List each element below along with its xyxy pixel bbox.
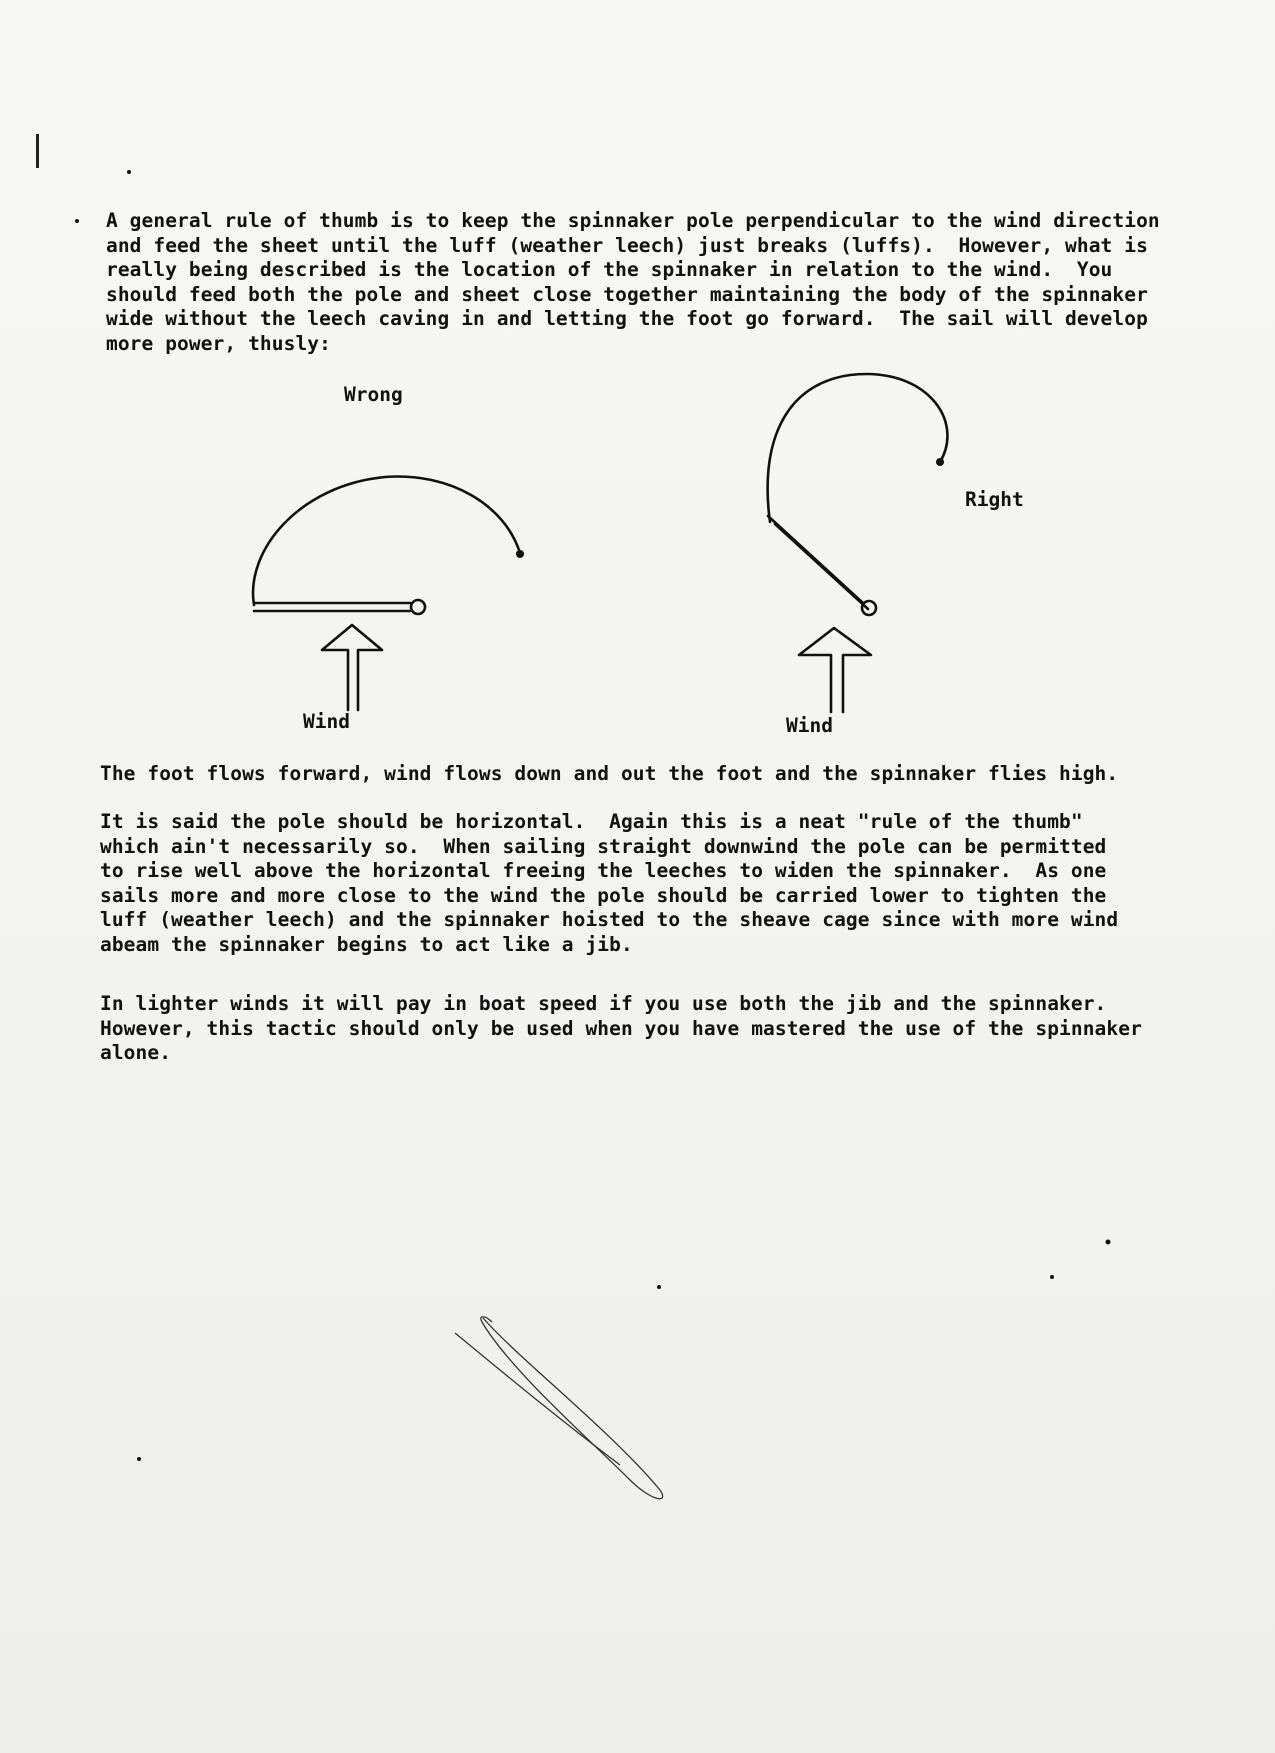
speck (127, 170, 131, 174)
text-line: sails more and more close to the wind the pole should be carried lower to tighten the (100, 883, 1107, 907)
text-line: It is said the pole should be horizontal. Again this is a neat "rule of the thumb" (100, 810, 1083, 833)
text-line: luff (weather leech) and the spinnaker hoisted to the sheave cage since with more wind (100, 908, 1119, 931)
text-line: wide without the leech caving in and letting the foot go forward. The sail will develop (106, 307, 1148, 330)
text-line: abeam the spinnaker begins to act like a jib. (100, 932, 633, 956)
wind-label-right: Wind (786, 714, 833, 737)
text-line: In lighter winds it will pay in boat speed if you use both the jib and the spinnaker. (100, 992, 1107, 1015)
text-line: A general rule of thumb is to keep the spinnaker pole perpendicular to the wind direction (106, 209, 1160, 232)
speck (137, 1457, 141, 1461)
pen-scribble (481, 1317, 663, 1499)
speck (657, 1285, 661, 1289)
pen-scribble-tail (455, 1333, 620, 1465)
text-line: more power, thusly: (106, 331, 331, 355)
text-line: should feed both the pole and sheet close together maintaining the body of the spinnaker (106, 282, 1148, 306)
text-line: However, this tactic should only be used when you have mastered the use of the spinnaker (100, 1016, 1142, 1040)
text-line: and feed the sheet until the luff (weather leech) just breaks (luffs). However, what is (106, 233, 1148, 257)
text-line: The foot flows forward, wind flows down and out the foot and the spinnaker flies high. (100, 762, 1119, 785)
text-line: which ain't necessarily so. When sailing straight downwind the pole can be permitted (100, 834, 1107, 858)
wind-label-left: Wind (303, 710, 350, 733)
text-line: alone. (100, 1041, 172, 1064)
speck (1106, 1240, 1111, 1245)
speck (75, 219, 79, 223)
text-line: to rise well above the horizontal freeing the leeches to widen the spinnaker. As one (100, 859, 1107, 882)
speck (1050, 1275, 1054, 1279)
right-label: Right (965, 488, 1024, 511)
text-line: really being described is the location of the spinnaker in relation to the wind. You (106, 258, 1113, 281)
wrong-label: Wrong (344, 383, 403, 406)
